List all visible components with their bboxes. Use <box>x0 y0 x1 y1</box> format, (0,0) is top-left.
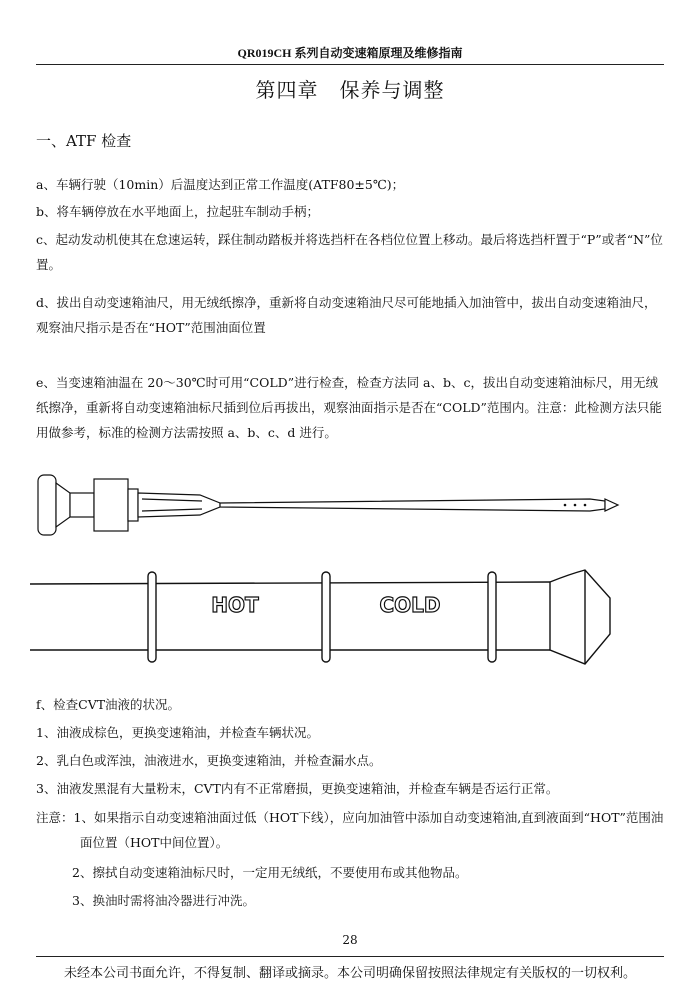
header-divider <box>36 64 664 65</box>
marker-band-1 <box>148 572 156 662</box>
dipstick-overview-figure <box>30 465 630 545</box>
step-c: c、起动发动机使其在怠速运转，踩住制动踏板并将选挡杆在各档位位置上移动。最后将选挡杆置于“P”或者“N”位置。 <box>36 232 663 272</box>
marker-band-3 <box>488 572 496 662</box>
chapter-title: 第四章 保养与调整 <box>255 78 445 102</box>
dipstick-blade <box>220 499 605 511</box>
section-title: 一、ATF 检查 <box>36 132 132 150</box>
step-d: d、拔出自动变速箱油尺，用无绒纸擦净，重新将自动变速箱油尺尽可能地插入加油管中，拔出自动变速箱油尺，观察油尺指示是否在“HOT”范围油面位置 <box>36 295 657 335</box>
fluid-check-item: 2、乳白色或浑浊，油液进水，更换变速箱油，并检查漏水点。 <box>36 753 382 768</box>
blade-top-edge <box>30 582 550 584</box>
footer-divider <box>36 956 664 957</box>
note-1: 注意：1、如果指示自动变速箱油面过低（HOT下线），应向加油管中添加自动变速箱油,直到液面到“HOT”范围油面位置（HOT中间位置）。 <box>36 810 664 850</box>
note-2: 2、擦拭自动变速箱油标尺时，一定用无绒纸，不要使用布或其他物品。 <box>72 865 468 880</box>
fluid-check-item: 1、油液成棕色，更换变速箱油，并检查车辆状况。 <box>36 725 319 740</box>
copyright-notice: 未经本公司书面允许，不得复制、翻译或摘录。本公司明确保留按照法律规定有关版权的一切权利。 <box>63 966 636 981</box>
dipstick-seal <box>138 493 220 517</box>
dipstick-tip-closeup-figure <box>30 568 620 668</box>
dipstick-handle-grip <box>70 493 94 517</box>
blade-end-cap <box>550 570 610 664</box>
dipstick-collar <box>94 479 128 531</box>
page-number: 28 <box>342 933 358 947</box>
step-e: e、当变速箱油温在 20～30℃时可用“COLD”进行检查，检查方法同 a、b、c，拔出自动变速箱油标尺，用无绒纸擦净，重新将自动变速箱油标尺插到位后再拔出，观察油面指示是否在“COLD”范围内。注意：此检测方法只能用做参考，标准的检测方法需按照 a、b、c、d 进行。 <box>36 375 662 440</box>
running-header: QR019CH 系列自动变速箱原理及维修指南 <box>237 46 463 60</box>
dipstick-tip <box>605 499 618 511</box>
step-b: b、将车辆停放在水平地面上，拉起驻车制动手柄； <box>36 204 320 219</box>
marker-band-2 <box>322 572 330 662</box>
hot-range-label: HOT <box>211 593 259 617</box>
note-3: 3、换油时需将油冷器进行冲洗。 <box>72 893 255 908</box>
cold-range-label: COLD <box>379 593 441 617</box>
step-a: a、车辆行驶（10min）后温度达到正常工作温度(ATF80±5℃)； <box>36 177 405 192</box>
fluid-check-intro: f、检查CVT油液的状况。 <box>36 697 181 712</box>
dipstick-handle-cap <box>38 475 56 535</box>
fluid-check-item: 3、油液发黑混有大量粉末，CVT内有不正常磨损，更换变速箱油，并检查车辆是否运行正常。 <box>36 781 559 796</box>
dipstick-handle-neck <box>56 483 70 527</box>
